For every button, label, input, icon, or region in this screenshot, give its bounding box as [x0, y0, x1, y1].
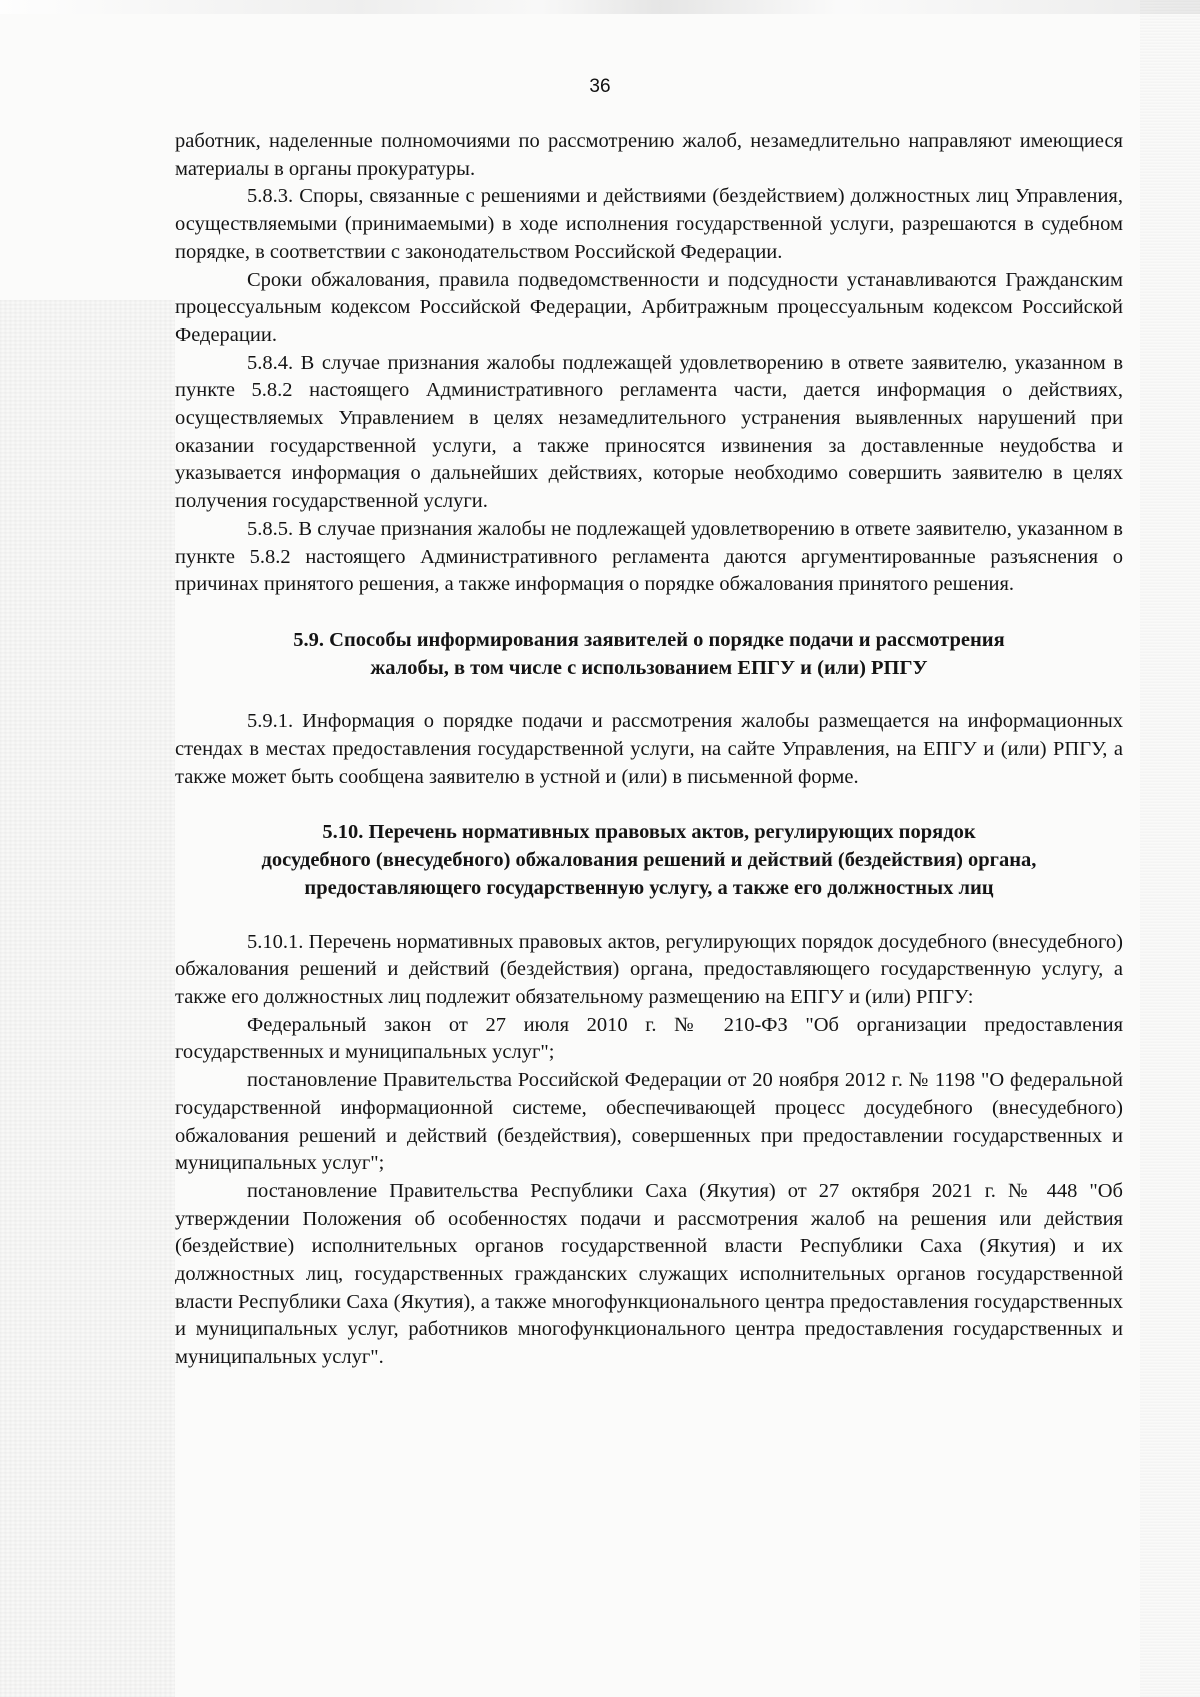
paragraph: работник, наделенные полномочиями по рассмотрению жалоб, незамедлительно направляют имеющиеся материалы в органы прокуратуры.: [175, 130, 1123, 180]
paragraph: 5.8.3. Споры, связанные с решениями и действиями (бездействием) должностных лиц Управления, осуществляемыми (принимаемыми) в ходе исполнения государственной услуги, разрешаются в судебном порядке, в соответствии с законодательством Российской Федерации.: [175, 185, 1123, 263]
scan-noise-right: [1140, 0, 1200, 1697]
section-heading-5-9: [175, 627, 1123, 682]
paragraph: Сроки обжалования, правила подведомственности и подсудности устанавливаются Гражданским процессуальным кодексом Российской Федерации, Арбитражным процессуальным кодексом Российской Федерации.: [175, 268, 1123, 346]
scan-noise-left: [0, 300, 175, 1697]
document-body: [175, 128, 1123, 1372]
paragraph: 5.10.1. Перечень нормативных правовых актов, регулирующих порядок досудебного (внесудебного) обжалования решений и действий (бездействия) органа, предоставляющего государственную услугу, а также его должностных лиц подлежит обязательному размещению на ЕПГУ и (или) РПГУ:: [175, 930, 1123, 1008]
heading-line: 5.9. Способы информирования заявителей о порядке подачи и рассмотрения: [293, 628, 1005, 651]
heading-line: жалобы, в том числе с использованием ЕПГУ и (или) РПГУ: [370, 656, 928, 679]
paragraph: постановление Правительства Российской Федерации от 20 ноября 2012 г. № 1198 "О федеральной государственной информационной системе, обеспечивающей процесс досудебного (внесудебного) обжалования решений и действий (бездействия), совершенных при предоставлении государственных и муниципальных услуг";: [175, 1069, 1123, 1175]
paragraph: постановление Правительства Республики Саха (Якутия) от 27 октября 2021 г. № 448 "Об утверждении Положения об особенностях подачи и рассмотрения жалоб на решения или действия (бездействие) исполнительных органов государственной власти Республики Саха (Якутия) и их должностных лиц, государственных гражданских служащих исполнительных органов государственной власти Республики Саха (Якутия), а также многофункционального центра предоставления государственных и муниципальных услуг, работников многофункционального центра предоставления государственных и муниципальных услуг".: [175, 1179, 1123, 1369]
heading-line: досудебного (внесудебного) обжалования решений и действий (бездействия) органа,: [261, 849, 1037, 872]
paragraph: 5.9.1. Информация о порядке подачи и рассмотрения жалобы размещается на информационных стендах в местах предоставления государственной услуги, на сайте Управления, на ЕПГУ и (или) РПГУ, а также может быть сообщена заявителю в устной и (или) в письменной форме.: [175, 710, 1123, 788]
page-number: 36: [589, 76, 611, 97]
paragraph: 5.8.5. В случае признания жалобы не подлежащей удовлетворению в ответе заявителю, указанном в пункте 5.8.2 настоящего Административного регламента даются аргументированные разъяснения о причинах принятого решения, а также информация о порядке обжалования принятого решения.: [175, 517, 1123, 596]
paragraph: 5.8.4. В случае признания жалобы подлежащей удовлетворению в ответе заявителю, указанном в пункте 5.8.2 настоящего Административного регламента части, дается информация о действиях, осуществляемых Управлением в целях незамедлительного устранения выявленных нарушений при оказании государственной услуги, а также приносятся извинения за доставленные неудобства и указывается информация о дальнейших действиях, которые необходимо совершить заявителю в целях получения государственной услуги.: [175, 351, 1123, 513]
section-heading-5-10: [175, 819, 1123, 902]
scan-noise-top: [0, 0, 1200, 14]
heading-line: 5.10. Перечень нормативных правовых актов, регулирующих порядок: [322, 821, 976, 844]
heading-line: предоставляющего государственную услугу, а также его должностных лиц: [304, 876, 994, 899]
paragraph: Федеральный закон от 27 июля 2010 г. № 210-ФЗ "Об организации предоставления государственных и муниципальных услуг";: [175, 1013, 1123, 1064]
